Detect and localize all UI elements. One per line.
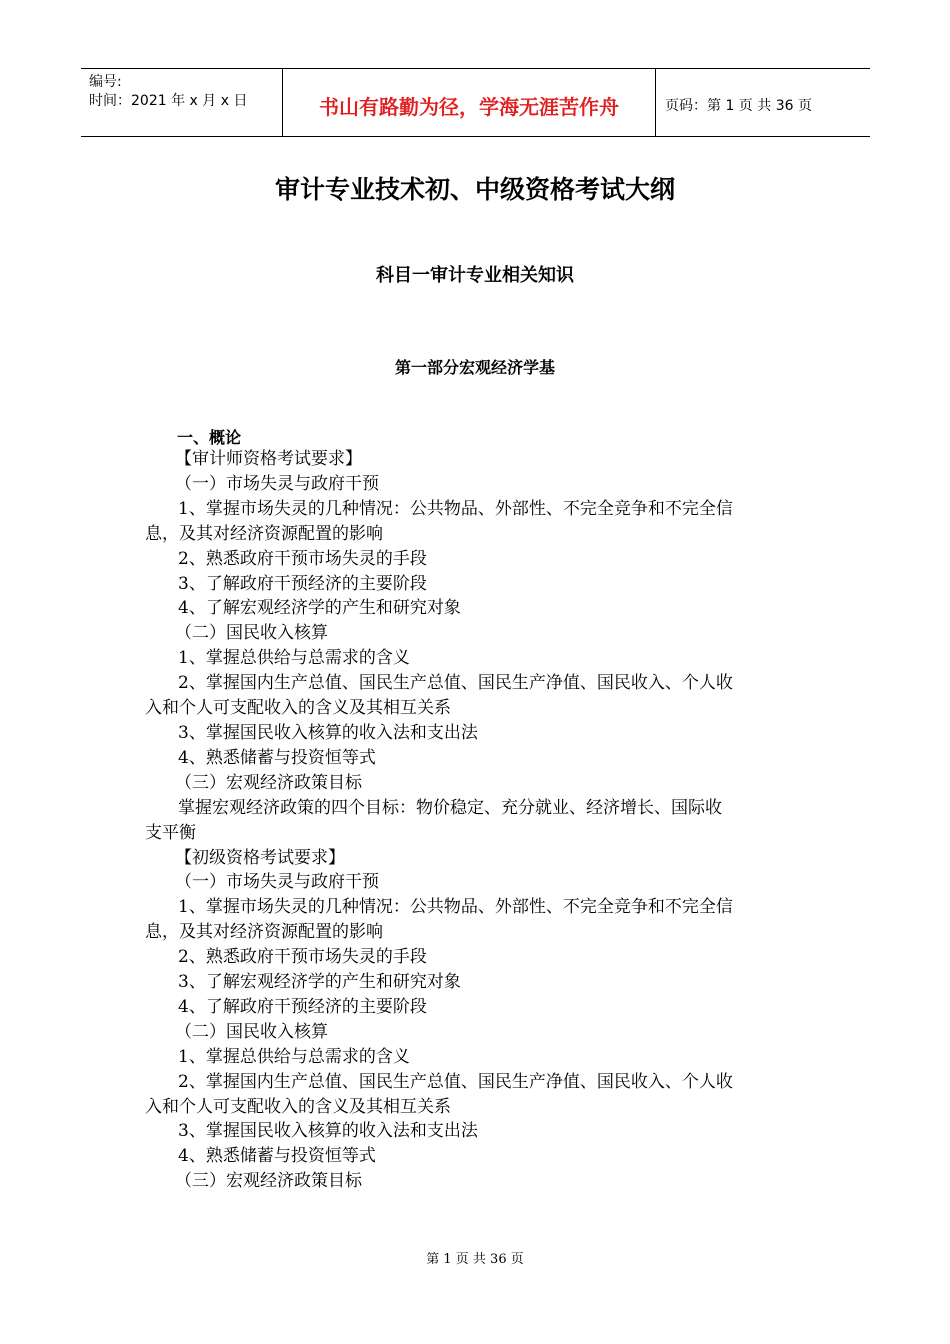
body-line: 掌握宏观经济政策的四个目标：物价稳定、充分就业、经济增长、国际收 — [178, 797, 722, 818]
body-line: 4、了解宏观经济学的产生和研究对象 — [178, 598, 461, 619]
body-line: （一）市场失灵与政府干预 — [175, 473, 379, 494]
body-line: 1、掌握市场失灵的几种情况：公共物品、外部性、不完全竞争和不完全信 — [178, 897, 733, 918]
motto-text: 书山有路勤为径，学海无涯苦作舟 — [319, 95, 619, 119]
body-line: 3、了解政府干预经济的主要阶段 — [178, 573, 427, 594]
body-line: （二）国民收入核算 — [175, 623, 328, 644]
body-line: 2、熟悉政府干预市场失灵的手段 — [178, 548, 427, 569]
body-line: 4、熟悉储蓄与投资恒等式 — [178, 747, 376, 768]
body-line: （二）国民收入核算 — [175, 1021, 328, 1042]
body-line: 支平衡 — [145, 822, 196, 843]
body-line: 息，及其对经济资源配置的影响 — [145, 922, 383, 943]
body-line: （三）宏观经济政策目标 — [175, 772, 362, 793]
body-line: 2、掌握国内生产总值、国民生产总值、国民生产净值、国民收入、个人收 — [178, 673, 733, 694]
document-body — [145, 447, 810, 1194]
body-line: 1、掌握总供给与总需求的含义 — [178, 648, 410, 669]
time-label: 时间：2021 年 x 月 x 日 — [89, 93, 248, 109]
body-line: 入和个人可支配收入的含义及其相互关系 — [145, 1096, 451, 1117]
body-line: 息，及其对经济资源配置的影响 — [145, 523, 383, 544]
part-title: 第一部分宏观经济学基 — [394, 358, 555, 377]
body-line: 1、掌握总供给与总需求的含义 — [178, 1046, 410, 1067]
page-footer: 第 1 页 共 36 页 — [426, 1252, 524, 1267]
header-table — [81, 68, 870, 137]
header-middle-cell — [282, 69, 656, 136]
header-left-cell — [81, 69, 282, 136]
body-line: （三）宏观经济政策目标 — [175, 1171, 362, 1192]
body-line: 入和个人可支配收入的含义及其相互关系 — [145, 698, 451, 719]
body-line: 【审计师资格考试要求】 — [175, 449, 362, 469]
body-line: 【初级资格考试要求】 — [175, 847, 345, 868]
code-label: 编号: — [89, 74, 122, 90]
header-right-cell — [655, 69, 870, 136]
body-line: 2、掌握国内生产总值、国民生产总值、国民生产净值、国民收入、个人收 — [178, 1071, 733, 1092]
document-subtitle: 科目一审计专业相关知识 — [376, 265, 574, 286]
body-line: 4、了解政府干预经济的主要阶段 — [178, 996, 427, 1017]
body-line: 3、掌握国民收入核算的收入法和支出法 — [178, 1121, 478, 1142]
document-title: 审计专业技术初、中级资格考试大纲 — [274, 175, 675, 204]
section-title: 一、概论 — [177, 428, 242, 447]
body-line: 3、了解宏观经济学的产生和研究对象 — [178, 972, 461, 993]
body-line: 3、掌握国民收入核算的收入法和支出法 — [178, 722, 478, 743]
body-line: 2、熟悉政府干预市场失灵的手段 — [178, 947, 427, 968]
body-line: 1、掌握市场失灵的几种情况：公共物品、外部性、不完全竞争和不完全信 — [178, 498, 733, 519]
page-info: 页码：第 1 页 共 36 页 — [665, 98, 812, 114]
body-line: （一）市场失灵与政府干预 — [175, 872, 379, 893]
body-line: 4、熟悉储蓄与投资恒等式 — [178, 1146, 376, 1167]
